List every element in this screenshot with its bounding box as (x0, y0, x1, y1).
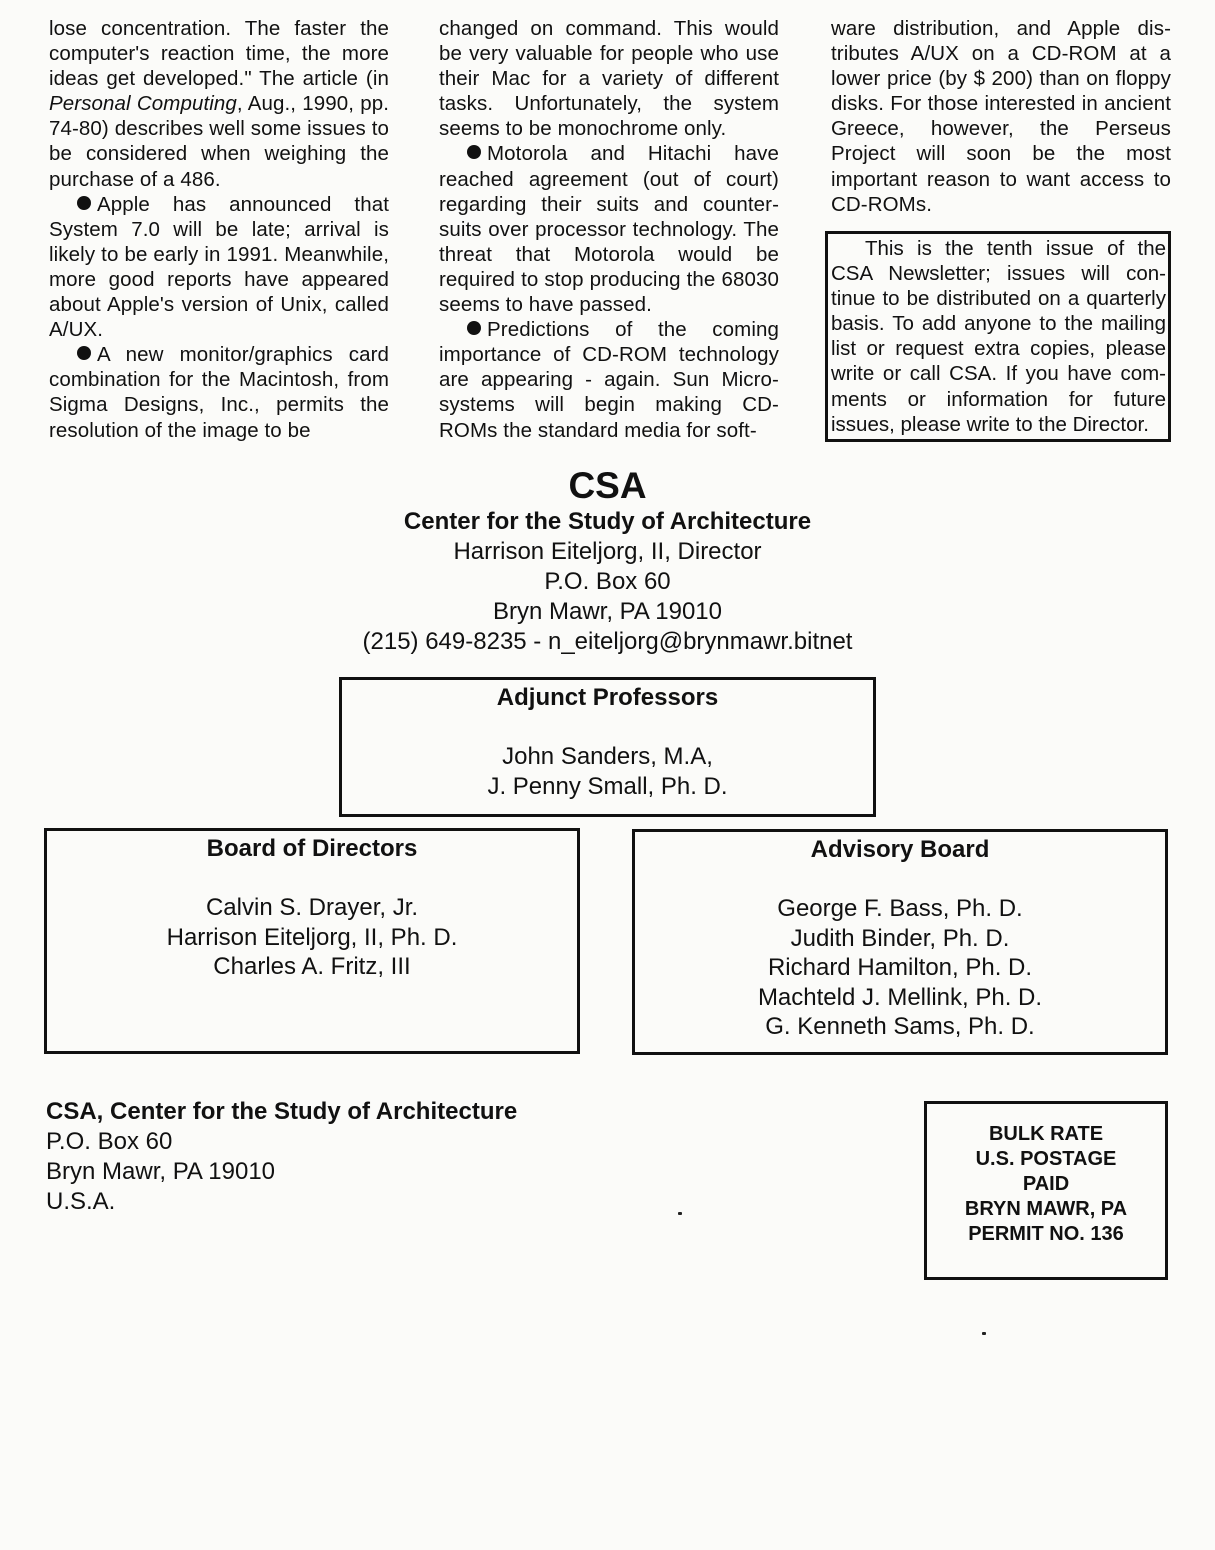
return-address-org: CSA, Center for the Study of Architecture (46, 1098, 518, 1125)
bullet-icon (467, 321, 481, 335)
postage-indicia (924, 1101, 1168, 1280)
adjunct-professors-box (339, 677, 876, 817)
postage-line: PAID (1022, 1173, 1070, 1195)
bullet-icon (77, 196, 91, 210)
scan-speck (678, 1212, 682, 1215)
column-2 (439, 16, 779, 443)
board-member: Harrison Eiteljorg, II, Ph. D. (166, 923, 458, 951)
postage-line: BRYN MAWR, PA (964, 1198, 1128, 1220)
masthead-name: Center for the Study of Architecture (403, 508, 812, 535)
advisory-title: Advisory Board (810, 836, 990, 863)
masthead-contact: (215) 649-8235 - n_eiteljorg@brynmawr.bitnet (362, 628, 853, 655)
newsletter-notice-box (825, 231, 1171, 442)
advisory-member: George F. Bass, Ph. D. (777, 895, 1023, 922)
postage-line: BULK RATE (988, 1123, 1104, 1145)
bullet-icon (467, 145, 481, 159)
return-address-pobox: P.O. Box 60 (46, 1128, 173, 1155)
col1-paragraph-3 (49, 342, 389, 442)
scan-speck (982, 1332, 986, 1335)
col1-paragraph-1 (49, 16, 389, 192)
board-of-directors-box (44, 828, 580, 1054)
masthead (0, 466, 1215, 657)
notice-text: This is the tenth issue of the CSA Newsletter; issues will con-tinue to be distributed on a quarterly basis. To add anyone to the mailing list or request extra copies, please write or call CSA. If you have com-ments or information for future issues, please write to the Director. (831, 237, 1166, 436)
col1-p1-tail: , Aug., 1990, pp. 74-80) describes well some issues to be considered when weighing the purchase of a 486. (49, 92, 389, 191)
return-address-city: Bryn Mawr, PA 19010 (46, 1158, 276, 1185)
masthead-city: Bryn Mawr, PA 19010 (492, 598, 722, 625)
return-address (46, 1097, 517, 1217)
adjunct-title: Adjunct Professors (496, 684, 719, 711)
advisory-board-box (632, 829, 1168, 1055)
advisory-member: Judith Binder, Ph. D. (790, 924, 1010, 952)
advisory-member: G. Kenneth Sams, Ph. D. (765, 1013, 1035, 1040)
column-3 (831, 16, 1171, 217)
col1-paragraph-2 (49, 192, 389, 343)
col1-p2-text: Apple has announced that System 7.0 will be late; arrival is likely to be early in 1991. Meanwhile, more good reports have appeared about Apple's version of Unix, called A/UX. (49, 192, 389, 342)
col2-p3-text: Predictions of the coming importance of CD-ROM technology are appearing - again. Sun Micro-systems will begin making CD-ROMs the standard media for soft- (439, 318, 779, 442)
advisory-member: Richard Hamilton, Ph. D. (767, 954, 1033, 981)
col2-paragraph-3 (439, 317, 779, 442)
publication-title: Personal Computing (49, 92, 237, 116)
advisory-member: Machteld J. Mellink, Ph. D. (757, 983, 1043, 1011)
col2-p2-text: Motorola and Hitachi have reached agreement (out of court) regarding their suits and counter-suits over processor technology. The threat that Motorola would be required to stop producing the 68030 seems to have passed. (439, 142, 779, 317)
masthead-abbr: CSA (568, 465, 647, 506)
postage-line: U.S. POSTAGE (975, 1148, 1117, 1170)
return-address-country: U.S.A. (46, 1188, 116, 1215)
col1-p3-text: A new monitor/graphics card combination for the Macintosh, from Sigma Designs, Inc., permits the resolution of the image to be (49, 343, 389, 442)
col3-paragraph-1: ware distribution, and Apple dis-tributes A/UX on a CD-ROM at a lower price (by $ 200) than on floppy disks. For those interested in ancient Greece, however, the Perseus Project will soon be the most important reason to want access to CD-ROMs. (831, 17, 1171, 216)
adjunct-member: J. Penny Small, Ph. D. (487, 772, 728, 800)
bullet-icon (77, 346, 91, 360)
adjunct-member: John Sanders, M.A, (502, 743, 713, 770)
board-member: Calvin S. Drayer, Jr. (205, 894, 419, 921)
col2-paragraph-1: changed on command. This would be very valuable for people who use their Mac for a variety of different tasks. Unfortunately, the system seems to be monochrome only. (439, 17, 779, 141)
col1-p1-text: lose concentration. The faster the computer's reaction time, the more ideas get developed." The article (in (49, 17, 389, 91)
board-member: Charles A. Fritz, III (213, 953, 411, 980)
board-title: Board of Directors (206, 835, 418, 862)
postage-line: PERMIT NO. 136 (968, 1223, 1124, 1245)
col2-paragraph-2 (439, 141, 779, 317)
masthead-pobox: P.O. Box 60 (544, 568, 671, 595)
masthead-director: Harrison Eiteljorg, II, Director (453, 538, 762, 565)
column-1 (49, 16, 389, 443)
